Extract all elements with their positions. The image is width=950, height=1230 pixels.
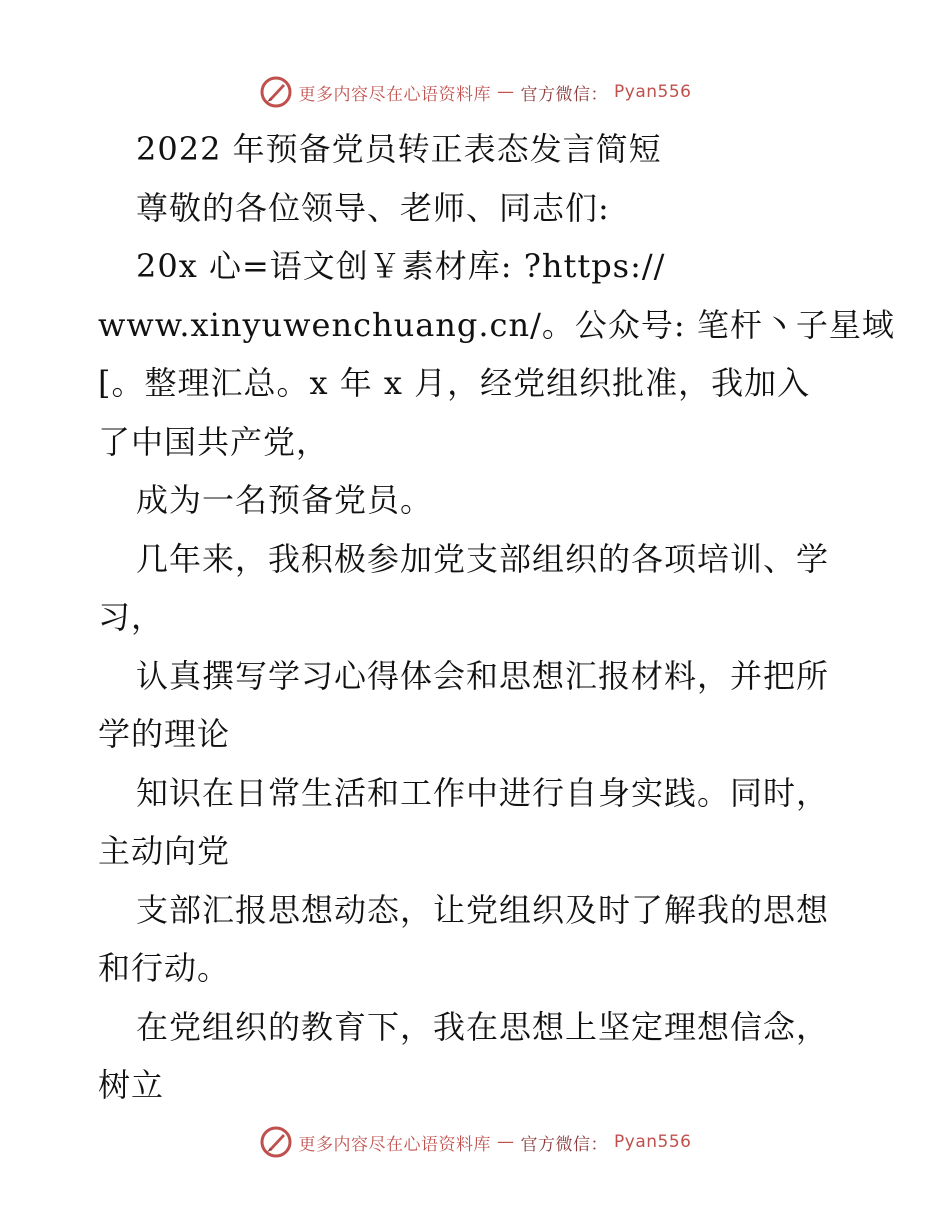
document-line: [。整理汇总。x 年 x 月，经党组织批准，我加入	[98, 364, 811, 402]
quill-pen-logo-icon	[259, 1125, 293, 1159]
banner-wechat-id: Pyan556	[614, 82, 692, 102]
document-line: 知识在日常生活和工作中进行自身实践。同时，	[136, 773, 830, 812]
document-body	[98, 120, 895, 1115]
document-line: 成为一名预备党员。	[136, 481, 434, 519]
footer-watermark-banner	[0, 1122, 950, 1162]
header-watermark-banner	[0, 72, 950, 112]
banner-wechat-id: Pyan556	[614, 1132, 692, 1152]
document-line: 尊敬的各位领导、老师、同志们:	[136, 188, 610, 227]
banner-official-label: 官方微信：	[520, 1134, 609, 1155]
document-line: 几年来，我积极参加党支部组织的各项培训、学	[136, 539, 830, 578]
banner-dash: —	[497, 1132, 515, 1152]
document-line: 在党组织的教育下，我在思想上坚定理想信念，	[136, 1007, 830, 1046]
document-line: 支部汇报思想动态，让党组织及时了解我的思想	[136, 890, 830, 929]
document-line: 20x 心=语文创￥素材库: ?https://	[136, 247, 666, 285]
document-line: 主动向党	[98, 832, 231, 870]
document-line: www.xinyuwenchuang.cn/。公众号: 笔杆丶子星域	[98, 305, 895, 344]
document-line: 了中国共产党，	[98, 422, 330, 461]
document-line: 2022 年预备党员转正表态发言简短	[136, 130, 662, 168]
document-line: 学的理论	[98, 715, 231, 753]
document-line: 认真撰写学习心得体会和思想汇报材料，并把所	[136, 656, 830, 695]
banner-brand-text: 更多内容尽在心语资料库	[298, 84, 492, 105]
quill-pen-logo-icon	[259, 75, 293, 109]
document-line: 树立	[98, 1066, 165, 1104]
document-line: 和行动。	[98, 949, 231, 987]
banner-brand-text: 更多内容尽在心语资料库	[298, 1134, 492, 1155]
document-line: 习，	[98, 598, 165, 636]
banner-dash: —	[497, 82, 515, 102]
banner-official-label: 官方微信：	[520, 84, 609, 105]
